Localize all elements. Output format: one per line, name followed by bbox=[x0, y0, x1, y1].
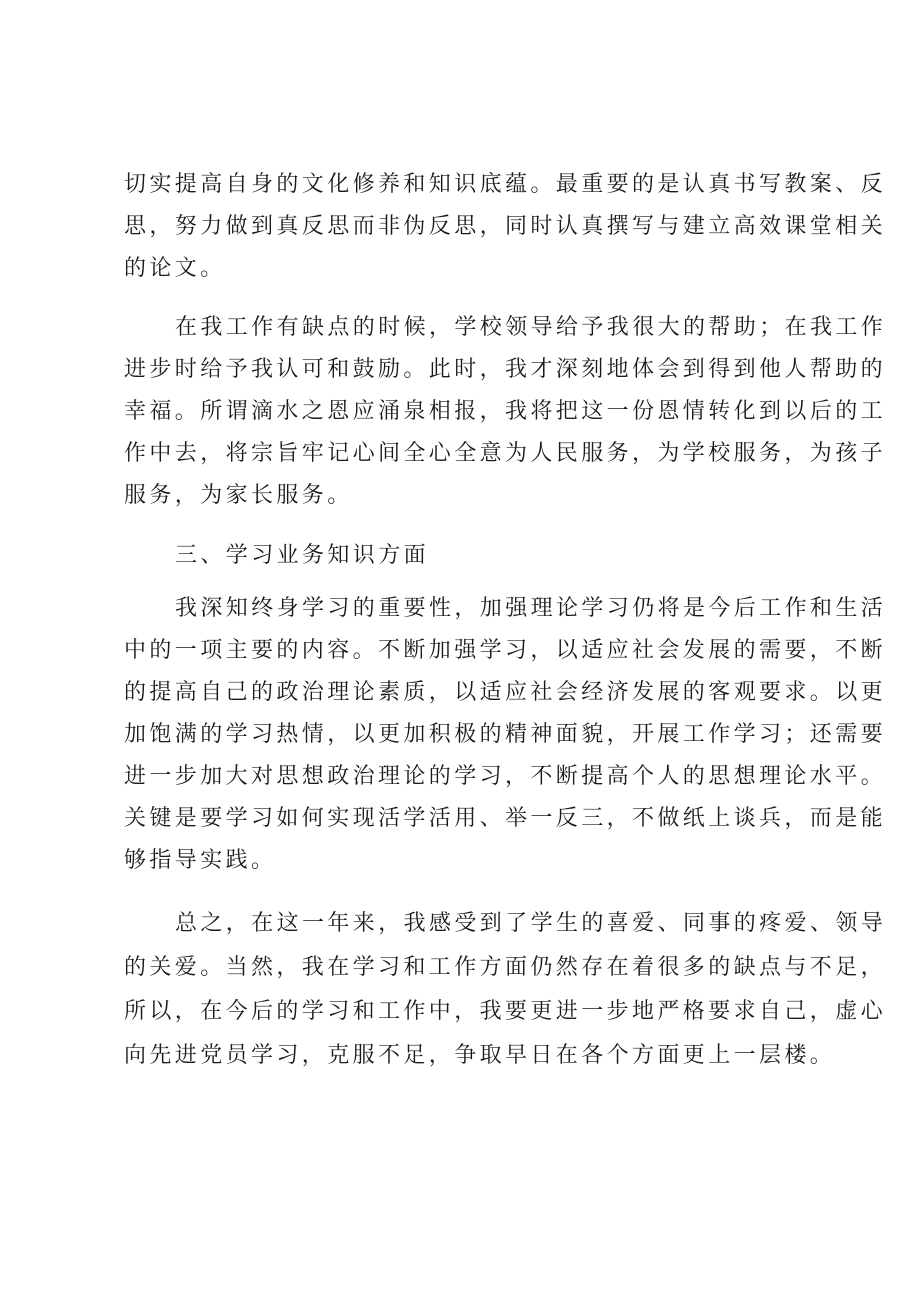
text-line: 进步时给予我认可和鼓励。此时，我才深刻地体会到得到他人帮助的 bbox=[124, 357, 887, 382]
section-heading: 三、学习业务知识方面 bbox=[175, 543, 430, 568]
text-line: 中的一项主要的内容。不断加强学习，以适应社会发展的需要，不断 bbox=[124, 638, 887, 663]
text-line: 加饱满的学习热情，以更加积极的精神面貌，开展工作学习；还需要 bbox=[124, 722, 887, 747]
text-line: 的关爱。当然，我在学习和工作方面仍然存在着很多的缺点与不足， bbox=[124, 955, 887, 980]
paragraph-start-line: 总之，在这一年来，我感受到了学生的喜爱、同事的疼爱、领导 bbox=[175, 911, 887, 936]
paragraph-start-line: 在我工作有缺点的时候，学校领导给予我很大的帮助；在我工作 bbox=[175, 315, 887, 340]
text-line: 进一步加大对思想政治理论的学习，不断提高个人的思想理论水平。 bbox=[124, 764, 887, 789]
text-line: 的论文。 bbox=[124, 256, 226, 281]
text-line: 思，努力做到真反思而非伪反思，同时认真撰写与建立高效课堂相关 bbox=[124, 214, 887, 239]
text-line: 关键是要学习如何实现活学活用、举一反三，不做纸上谈兵，而是能 bbox=[124, 806, 887, 831]
text-line: 的提高自己的政治理论素质，以适应社会经济发展的客观要求。以更 bbox=[124, 680, 887, 705]
paragraph-start-line: 我深知终身学习的重要性，加强理论学习仍将是今后工作和生活 bbox=[175, 596, 887, 621]
text-line: 作中去，将宗旨牢记心间全心全意为人民服务，为学校服务，为孩子 bbox=[124, 441, 887, 466]
text-line: 服务，为家长服务。 bbox=[124, 483, 353, 508]
text-line: 向先进党员学习，克服不足，争取早日在各个方面更上一层楼。 bbox=[124, 1043, 836, 1068]
text-line: 所以，在今后的学习和工作中，我要更进一步地严格要求自己，虚心 bbox=[124, 999, 887, 1024]
text-line: 够指导实践。 bbox=[124, 848, 277, 873]
text-line: 幸福。所谓滴水之恩应涌泉相报，我将把这一份恩情转化到以后的工 bbox=[124, 399, 887, 424]
text-line: 切实提高自身的文化修养和知识底蕴。最重要的是认真书写教案、反 bbox=[124, 172, 887, 197]
